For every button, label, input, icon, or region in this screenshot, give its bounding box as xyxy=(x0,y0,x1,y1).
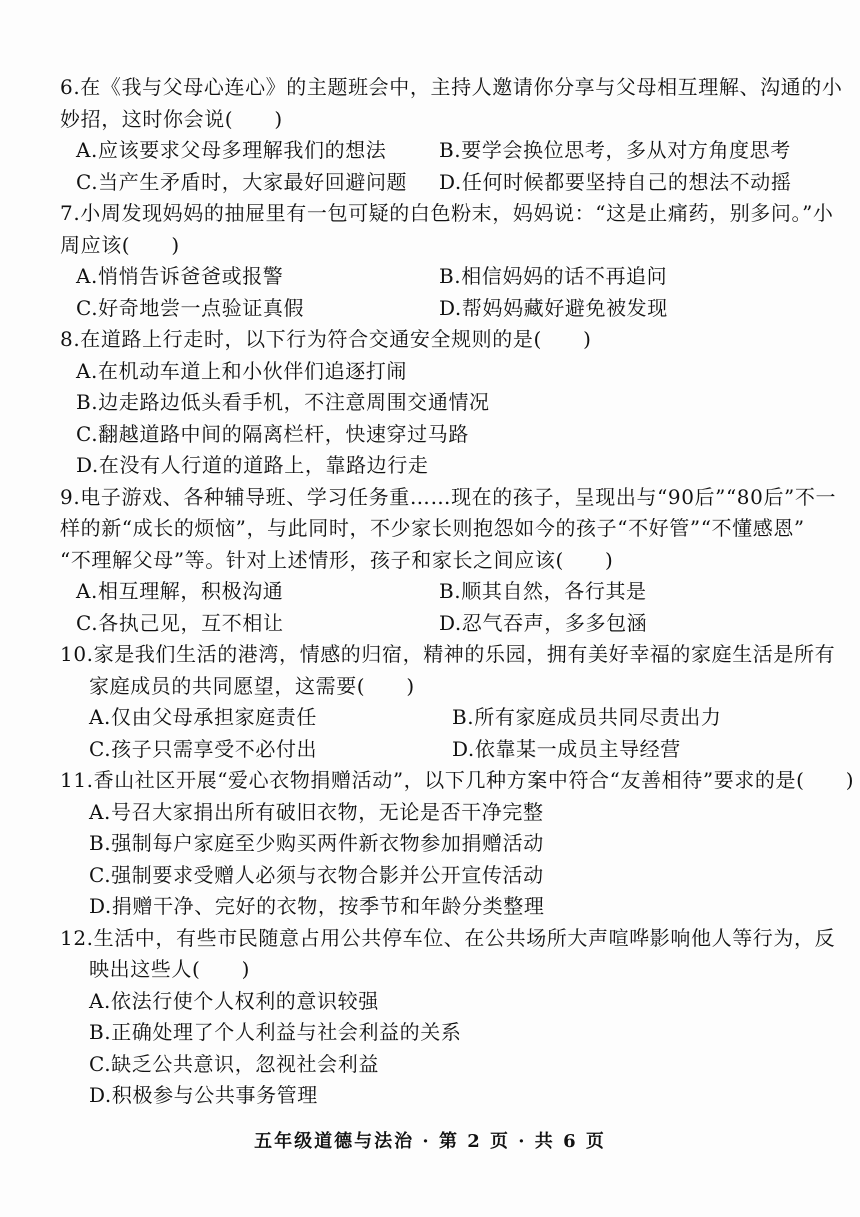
stem-line: “不理解父母”等。针对上述情形，孩子和家长之间应该( ) xyxy=(60,547,614,572)
page-footer: 五年级道德与法治 · 第 2 页 · 共 6 页 xyxy=(254,1131,606,1152)
question-stem xyxy=(60,198,834,261)
question-stem xyxy=(60,72,843,135)
option-a: A.依法行使个人权利的意识较强 xyxy=(89,988,379,1013)
stem-line: 8.在道路上行走时，以下行为符合交通安全规则的是( ) xyxy=(60,327,592,351)
stem-line: 9.电子游戏、各种辅导班、学习任务重……现在的孩子，呈现出与“90后”“80后”不一 xyxy=(60,484,837,509)
stem-line: 7.小周发现妈妈的抽屉里有一包可疑的白色粉末，妈妈说：“这是止痛药，别多问。”小 xyxy=(60,201,834,225)
option-c: C.翻越道路中间的隔离栏杆，快速穿过马路 xyxy=(76,421,469,446)
stem-line: 妙招，这时你会说( ) xyxy=(60,106,283,131)
question-8 xyxy=(60,324,800,482)
option-d: D.依靠某一成员主导经营 xyxy=(452,736,681,761)
options xyxy=(89,986,800,1112)
option-b: B.顺其自然，各行其是 xyxy=(439,579,647,603)
question-stem xyxy=(60,639,836,702)
option-b: B.边走路边低头看手机，不注意周围交通情况 xyxy=(76,390,490,414)
options xyxy=(60,576,800,639)
stem-line: 10.家是我们生活的港湾，情感的归宿，精神的乐园，拥有美好幸福的家庭生活是所有 xyxy=(60,642,836,666)
stem-line: 映出这些人( ) xyxy=(89,957,251,981)
stem-line: 6.在《我与父母心连心》的主题班会中，主持人邀请你分享与父母相互理解、沟通的小 xyxy=(60,75,843,99)
option-d: D.任何时候都要坚持自己的想法不动摇 xyxy=(439,169,792,194)
options xyxy=(89,797,800,923)
question-stem xyxy=(60,482,837,577)
question-12 xyxy=(60,923,836,1112)
option-d: D.捐赠干净、完好的衣物，按季节和年龄分类整理 xyxy=(89,894,545,918)
options xyxy=(60,261,800,324)
question-list xyxy=(60,72,855,1112)
option-a: A.悄悄告诉爸爸或报警 xyxy=(76,264,284,288)
question-10 xyxy=(60,639,836,765)
option-c: C.当产生矛盾时，大家最好回避问题 xyxy=(76,169,408,194)
option-d: D.在没有人行道的道路上，靠路边行走 xyxy=(76,453,429,477)
option-a: A.相互理解，积极沟通 xyxy=(76,579,284,603)
options xyxy=(60,135,800,198)
question-9 xyxy=(60,482,837,640)
option-c: C.好奇地尝一点验证真假 xyxy=(76,295,305,320)
option-b: B.强制每户家庭至少购买两件新衣物参加捐赠活动 xyxy=(89,831,544,855)
question-6 xyxy=(60,72,843,198)
options xyxy=(89,702,800,765)
option-b: B.要学会换位思考，多从对方角度思考 xyxy=(439,138,791,162)
stem-line: 11.香山社区开展“爱心衣物捐赠活动”，以下几种方案中符合“友善相待”要求的是( ) xyxy=(60,768,855,792)
option-c: C.强制要求受赠人必须与衣物合影并公开宣传活动 xyxy=(89,862,544,887)
option-b: B.正确处理了个人利益与社会利益的关系 xyxy=(89,1020,462,1044)
option-b: B.相信妈妈的话不再追问 xyxy=(439,264,668,288)
question-7 xyxy=(60,198,834,324)
stem-line: 周应该( ) xyxy=(60,232,180,257)
question-stem xyxy=(60,923,836,986)
stem-line: 样的新“成长的烦恼”，与此同时，不少家长则抱怨如今的孩子“不好管”“不懂感恩” xyxy=(60,516,805,540)
option-d: D.忍气吞声，多多包涵 xyxy=(439,610,648,635)
question-11 xyxy=(60,765,855,923)
option-a: A.仅由父母承担家庭责任 xyxy=(89,705,318,729)
option-a: A.应该要求父母多理解我们的想法 xyxy=(76,138,387,162)
options xyxy=(60,356,800,482)
option-a: A.号召大家捐出所有破旧衣物，无论是否干净完整 xyxy=(89,799,544,824)
question-stem xyxy=(60,765,855,797)
option-a: A.在机动车道上和小伙伴们追逐打闹 xyxy=(76,358,408,383)
option-d: D.积极参与公共事务管理 xyxy=(89,1083,318,1107)
option-c: C.缺乏公共意识，忽视社会利益 xyxy=(89,1051,379,1076)
option-b: B.所有家庭成员共同尽责出力 xyxy=(452,705,722,729)
stem-line: 家庭成员的共同愿望，这需要( ) xyxy=(89,673,415,698)
stem-line: 12.生活中，有些市民随意占用公共停车位、在公共场所大声喧哗影响他人等行为，反 xyxy=(60,925,836,950)
option-c: C.各执己见，互不相让 xyxy=(76,610,284,635)
option-c: C.孩子只需享受不必付出 xyxy=(89,736,318,761)
question-stem xyxy=(60,324,800,356)
option-d: D.帮妈妈藏好避免被发现 xyxy=(439,295,668,320)
